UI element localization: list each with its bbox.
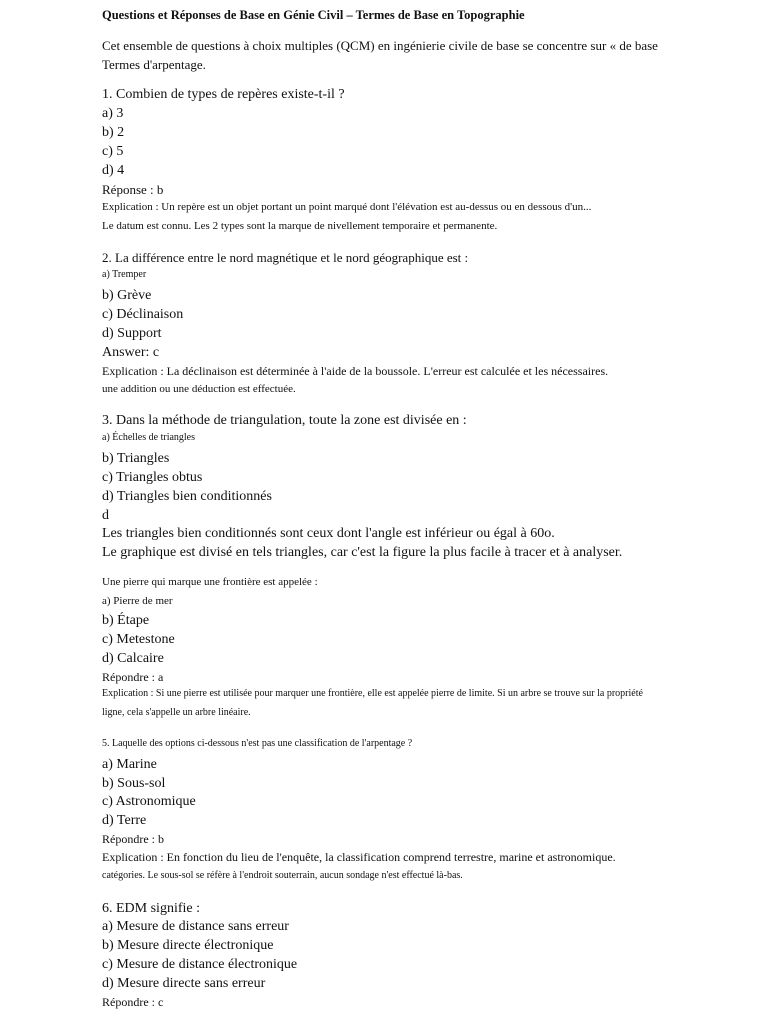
q2-option-c: c) Déclinaison [102,307,184,322]
intro-line-2: Termes d'arpentage. [102,57,206,72]
q4-option-c: c) Metestone [102,632,175,647]
q5-explanation-2: catégories. Le sous-sol se réfère à l'endroit souterrain, aucun sondage n'est effectué là-bas. [102,870,463,881]
q6-option-a: a) Mesure de distance sans erreur [102,919,289,934]
q3-option-d: d) Triangles bien conditionnés [102,489,272,504]
q6-question: 6. EDM signifie : [102,901,200,916]
q6-option-d: d) Mesure directe sans erreur [102,976,266,991]
q3-option-a: a) Échelles de triangles [102,432,196,443]
q3-answer: d [102,508,109,523]
q3-explanation-2: Le graphique est divisé en tels triangles, car c'est la figure la plus facile à tracer et à analyser. [102,545,623,560]
q2-explanation-2: une addition ou une déduction est effectuée. [102,383,296,395]
q3-question: 3. Dans la méthode de triangulation, toute la zone est divisée en : [102,413,467,428]
q1-question: 1. Combien de types de repères existe-t-il ? [102,87,345,102]
q5-option-c: c) Astronomique [102,794,196,809]
q3-option-c: c) Triangles obtus [102,470,203,485]
q5-option-a: a) Marine [102,757,157,772]
q5-option-d: d) Terre [102,813,147,828]
q2-option-d: d) Support [102,326,162,341]
q4-question: Une pierre qui marque une frontière est appelée : [102,576,318,588]
q6-option-c: c) Mesure de distance électronique [102,957,298,972]
q4-explanation-2: ligne, cela s'appelle un arbre linéaire. [102,707,251,718]
q4-option-b: b) Étape [102,613,150,628]
q4-answer: Répondre : a [102,670,164,684]
q5-explanation-1: Explication : En fonction du lieu de l'enquête, la classification comprend terrestre, marine et astronomique. [102,850,616,864]
intro-line-1: Cet ensemble de questions à choix multiples (QCM) en ingénierie civile de base se concentre sur « de base [102,38,658,53]
q1-option-a: a) 3 [102,106,124,121]
q5-option-b: b) Sous-sol [102,776,166,791]
q2-question: 2. La différence entre le nord magnétique et le nord géographique est : [102,250,469,265]
q1-option-c: c) 5 [102,144,124,159]
q5-answer: Répondre : b [102,832,164,846]
q1-explanation-2: Le datum est connu. Les 2 types sont la marque de nivellement temporaire et permanente. [102,220,498,232]
q1-explanation-1: Explication : Un repère est un objet portant un point marqué dont l'élévation est au-dessus ou en dessous d'un... [102,201,592,213]
q4-option-a: a) Pierre de mer [102,595,173,607]
q2-option-b: b) Grève [102,288,152,303]
q5-question: 5. Laquelle des options ci-dessous n'est pas une classification de l'arpentage ? [102,738,413,749]
document-title: Questions et Réponses de Base en Génie Civil – Termes de Base en Topographie [102,8,525,22]
q1-answer: Réponse : b [102,182,164,197]
q2-answer: Answer: c [102,345,160,360]
q2-option-a: a) Tremper [102,269,147,280]
q4-option-d: d) Calcaire [102,651,164,666]
q2-explanation-1: Explication : La déclinaison est déterminée à l'aide de la boussole. L'erreur est calculée et les nécessaires. [102,364,609,378]
q3-explanation-1: Les triangles bien conditionnés sont ceux dont l'angle est inférieur ou égal à 60o. [102,526,555,541]
q6-answer: Répondre : c [102,995,164,1009]
q4-explanation-1: Explication : Si une pierre est utilisée pour marquer une frontière, elle est appelée pierre de limite. Si un arbre se trouve sur la propriété [102,688,643,699]
q3-option-b: b) Triangles [102,451,170,466]
q1-option-b: b) 2 [102,125,125,140]
q1-option-d: d) 4 [102,163,125,178]
q6-option-b: b) Mesure directe électronique [102,938,274,953]
